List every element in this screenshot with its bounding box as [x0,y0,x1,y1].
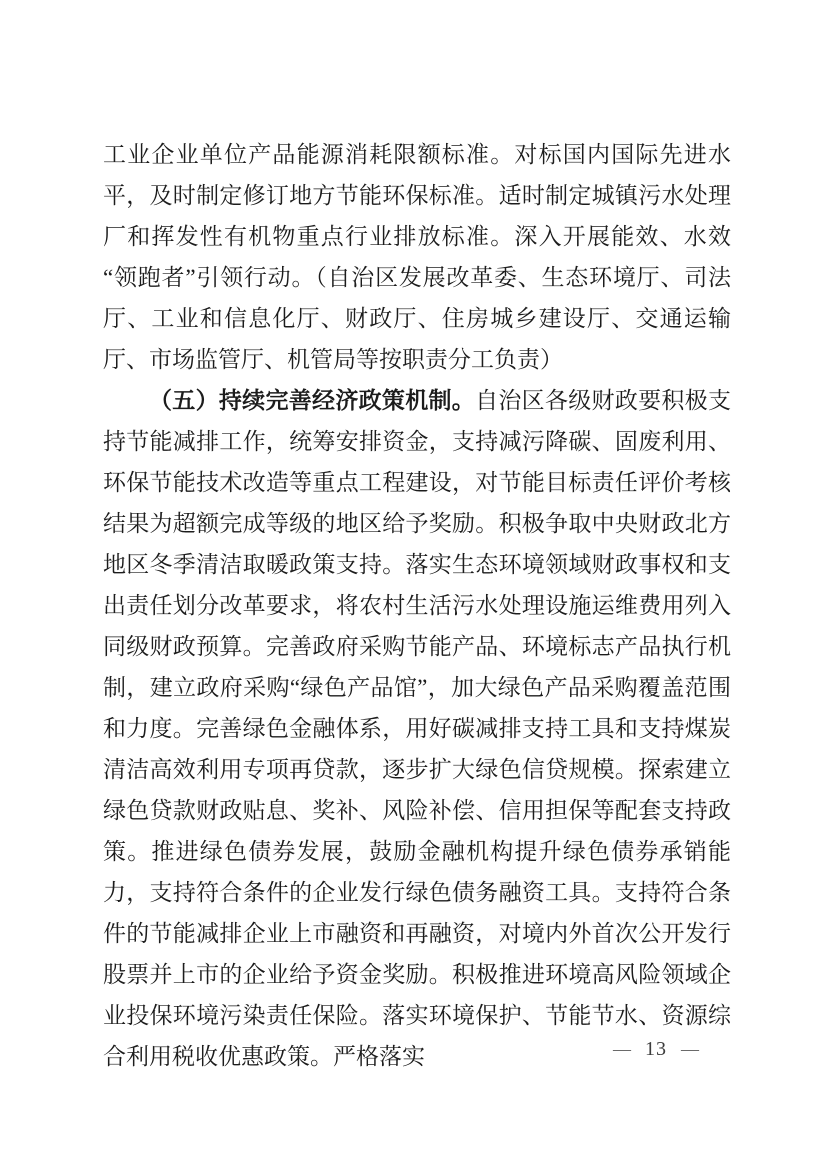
section-5-heading: （五）持续完善经济政策机制。 [149,388,476,413]
page-number-value: 13 [645,1038,667,1060]
page-number [613,1038,699,1060]
paragraph-section-5 [103,380,731,1077]
section-5-body: 自治区各级财政要积极支持节能减排工作，统筹安排资金，支持减污降碳、固废利用、环保节能技术改造等重点工程建设，对节能目标责任评价考核结果为超额完成等级的地区给予奖励。积极争取中央财政北方地区冬季清洁取暖政策支持。落实生态环境领域财政事权和支出责任划分改革要求，将农村生活污水处理设施运维费用列入同级财政预算。完善政府采购节能产品、环境标志产品执行机制，建立政府采购“绿色产品馆”，加大绿色产品采购覆盖范围和力度。完善绿色金融体系，用好碳减排支持工具和支持煤炭清洁高效利用专项再贷款，逐步扩大绿色信贷规模。探索建立绿色贷款财政贴息、奖补、风险补偿、信用担保等配套支持政策。推进绿色债券发展，鼓励金融机构提升绿色债券承销能力，支持符合条件的企业发行绿色债务融资工具。支持符合条件的节能减排企业上市融资和再融资，对境内外首次公开发行股票并上市的企业给予资金奖励。积极推进环境高风险领域企业投保环境污染责任保险。落实环境保护、节能节水、资源综合利用税收优惠政策。严格落实 [103,388,732,1069]
paragraph-continuation: 工业企业单位产品能源消耗限额标准。对标国内国际先进水平，及时制定修订地方节能环保标准。适时制定城镇污水处理厂和挥发性有机物重点行业排放标准。深入开展能效、水效“领跑者”引领行动。（自治区发展改革委、生态环境厅、司法厅、工业和信息化厅、财政厅、住房城乡建设厅、交通运输厅、市场监管厅、机管局等按职责分工负责） [103,142,731,372]
page-number-dash-left: — [613,1039,631,1059]
body-text-block [103,134,731,1077]
page-number-dash-right: — [681,1039,699,1059]
